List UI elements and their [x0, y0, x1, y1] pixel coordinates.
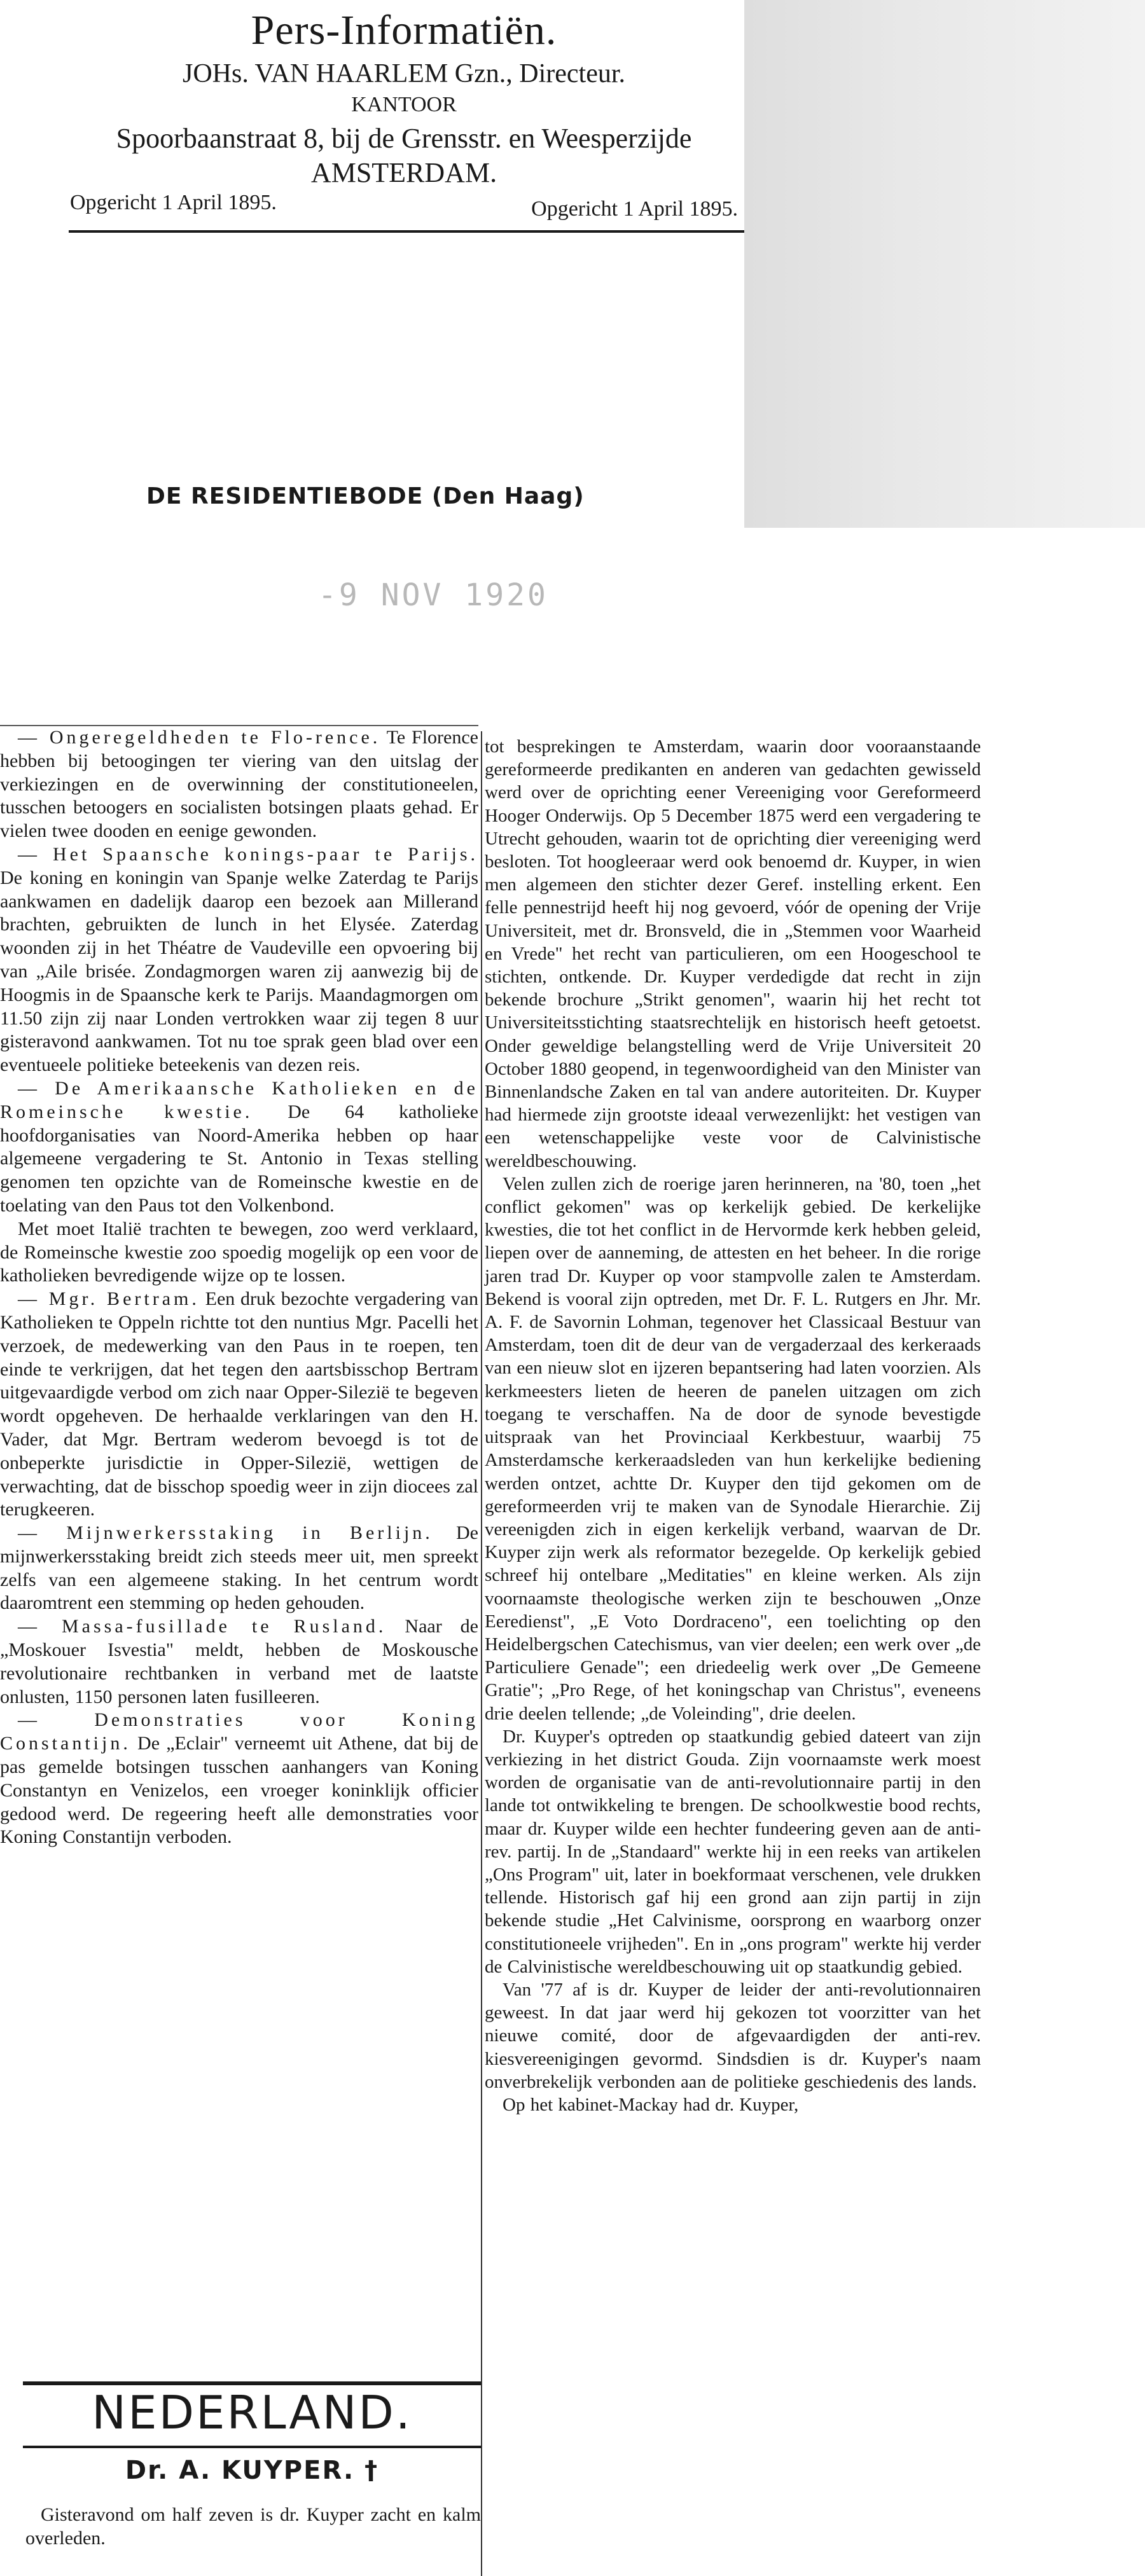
letterhead-city: AMSTERDAM.: [310, 157, 497, 188]
article-america: [0, 1077, 478, 1218]
letterhead-director: JOHs. VAN HAARLEM Gzn., Directeur.: [182, 59, 626, 88]
obituary-heading: Dr. A. KUYPER. †: [125, 2456, 379, 2485]
section-rule-top: [23, 2381, 481, 2385]
article-body: Naar de „Moskouer Isvestia" meldt, hebben de Moskousche revolutionaire rechtbanken in verband met de laatste onlusten, 1150 personen laten fusilleeren.: [0, 1616, 478, 1707]
letterhead-founded-right: Opgericht 1 April 1895.: [531, 197, 738, 221]
blank-margin: [992, 528, 1145, 2576]
left-column: [0, 726, 478, 1849]
article-spain: [0, 843, 478, 1077]
kuyper-paragraph: Velen zullen zich de roerige jaren herinneren, na '80, toen „het conflict gekomen" was op kerkelijk gebied. De kerkelijke kwesties, die tot het conflict in de Hervormde kerk hebben geleid, liepen over de aanneming, de attesten en het beheer. In die rorige jaren trad Dr. Kuyper op voor stampvolle zalen te Amsterdam. Bekend is vooral zijn optreden, met Dr. F. L. Rutgers en Jhr. Mr. A. F. de Savornin Lohman, tegenover het Classicaal Bestuur van Amsterdam, toen dit de deur van de vergaderzaal des kerkeraads van een nieuw slot en ijzeren bepantsering had laten voorzien. Als kerkmeesters lieten de heeren de panelen uitzagen om zich toegang te verschaffen. Na de door de synode bevestigde uitspraak van het Provinciaal Kerkbestuur, waarbij 75 Amsterdamsche kerkeraadsleden van hun kerkelijke bediening werden ontzet, achtte Dr. Kuyper den tijd gekomen om de gereformeerden vrij te maken van de Synodale Hierarchie. Zij vereenigden zich in eigen kerkelijk verband, waarvan de Dr. Kuyper zijn werk als reformator bezegelde. Op kerkelijk gebied schreef hij ontelbare „Meditaties" en kleine werken. Als zijn voornaamste theologische werken zijn te beschouwen „Onze Eeredienst", „E Voto Dordraceno", een toelichting op den Heidelbergschen Catechismus, van vier deelen; een werk over „de Particuliere Genade"; een driedeelig werk over „De Gemeene Gratie"; „Pro Rege, of het koningschap van Christus", eveneens drie deelen tellende; „de Voleinding", drie deelen.: [485, 1173, 981, 1724]
obituary-lead-text: Gisteravond om half zeven is dr. Kuyper zacht en kalm overleden.: [25, 2504, 481, 2549]
article-mine-strike: [0, 1522, 478, 1615]
newspaper-source: DE RESIDENTIEBODE (Den Haag): [146, 483, 585, 509]
article-heading: — Massa-fusillade te Rusland.: [18, 1616, 387, 1637]
article-body: De koning en koningin van Spanje welke Zaterdag te Parijs aankwamen en dadelijk daarop een bezoek aan Millerand brachten, gebruikten de lunch in het Elysée. Zaterdag woonden zij in het Théatre de Vaudeville een opvoering bij van „Aile brisée. Zondagmorgen waren zij aanwezig bij de Hoogmis in de Spaansche kerk te Parijs. Maandagmorgen om 11.50 zijn zij naar Londen vertrokken waar zij tegen 8 uur gisteravond aankwamen. Tot nu toe sprak geen blad over een eventueele politieke beteekenis van dezen reis.: [0, 867, 478, 1076]
article-america-cont: Met moet Italië trachten te bewegen, zoo werd verklaard, de Romeinsche kwestie zoo spoedig mogelijk op een voor de katholieken bevredigende wijze op te lossen.: [0, 1218, 478, 1286]
letterhead-address: Spoorbaanstraat 8, bij de Grensstr. en Weesperzijde: [116, 123, 692, 154]
article-heading: — Ongeregeldheden te Flo-rence.: [18, 727, 381, 748]
article-body: De 64 katholieke hoofdorganisaties van Noord-Amerika hebben op haar algemeene vergadering te St. Antonio in Texas stelling genomen ten opzichte van de Romeinsche kwestie en de toelating van den Paus tot den Volkenbond.: [0, 1101, 478, 1216]
right-column: [485, 735, 981, 2116]
letterhead-rule: [69, 230, 744, 233]
date-stamp: -9 NOV 1920: [318, 577, 548, 613]
column-divider: [481, 731, 482, 2576]
article-russia: [0, 1615, 478, 1709]
kuyper-paragraph: tot besprekingen te Amsterdam, waarin door vooraanstaande gereformeerde predikanten en anderen van gedachten gewisseld werd over de oprichting eener Vereeniging voor Gereformeerd Hooger Onderwijs. Op 5 December 1875 werd een vergadering te Utrecht gehouden, waarin tot de oprichting dier vereeniging werd besloten. Tot hoogleeraar werd ook benoemd dr. Kuyper, in wien men algemeen den stichter dezer Geref. instelling erkent. Een felle pennestrijd heeft hij nog gevoerd, vóór de opening der Vrije Universiteit, met dr. Bronsveld, die in „Stemmen voor Waarheid en Vrede" het recht van particulieren, om een Hoogeschool te stichten, ontkende. Dr. Kuyper verdedigde dat recht in zijn bekende brochure „Strikt genomen", waarin hij het recht tot Universiteitsstichting staatsrechtelijk en historisch heeft getoetst. Onder geweldige belangstelling werd de Vrije Universiteit 20 October 1880 geopend, in tegenwoordigheid van den Minister van Binnenlandsche Zaken en tal van andere autoriteiten. Dr. Kuyper had hiermede zijn grootste ideaal verwezenlijkt: het vestigen van een wetenschappelijke veste voor de Calvinistische wereldbeschouwing.: [485, 736, 981, 1171]
section-heading-nederland: NEDERLAND.: [92, 2386, 412, 2439]
article-constantine: [0, 1709, 478, 1849]
letterhead-kantoor: KANTOOR: [351, 93, 457, 116]
kuyper-paragraph: Op het kabinet-Mackay had dr. Kuyper,: [503, 2094, 799, 2115]
article-florence: [0, 726, 478, 843]
kuyper-paragraph: Van '77 af is dr. Kuyper de leider der anti-revolutionnairen geweest. In dat jaar werd hij gekozen tot voorzitter van het nieuwe comité, door de afgevaardigden der anti-rev. kiesvereenigingen gevormd. Sindsdien is dr. Kuyper's naam onverbrekelijk verbonden aan de politieke geschiedenis des lands.: [485, 1979, 981, 2092]
article-body: Te Florence hebben bij betoogingen ter viering van den uitslag der verkiezingen en de overwinning der constitutioneelen, tusschen betoogers en socialisten botsingen plaats gehad. Er vielen twee dooden en eenige gewonden.: [0, 727, 478, 842]
article-body: De „Eclair" verneemt uit Athene, dat bij de pas gemelde botsingen tusschen aanhangers van Koning Constantyn en Venizelos, een vroeger koninklijk officier gedood werd. De regeering heeft alle demonstraties voor Koning Constantijn verboden.: [0, 1733, 479, 1848]
scan-margin: [744, 0, 1145, 528]
letterhead-title: Pers-Informatiën.: [251, 7, 557, 53]
kuyper-paragraph: Dr. Kuyper's optreden op staatkundig gebied dateert van zijn verkiezing in het district Gouda. Zijn voornaamste werk moest worden de organisatie van de anti-revolutionnaire partij in den lande tot ontwikkeling te brengen. De schoolkwestie bood rechts, maar dr. Kuyper wilde een hechter fundeering geven aan de anti-rev. partij. In de „Standaard" werkte hij in een reeks van artikelen „Ons Program" uit, later in boekformaat verschenen, vele drukken tellende. Historisch gaf hij een grond aan zijn partij in zijn bekende studie „Het Calvinisme, oorsprong en waarborg onzer constitutioneele vrijheden". En in „ons program" werkte hij verder de Calvinistische wereldbeschouwing uit op staatkundig gebied.: [485, 1726, 981, 1977]
article-heading: — Mijnwerkersstaking in Berlijn.: [18, 1522, 433, 1544]
article-heading: — De Amerikaansche Katholieken en de Romeinsche kwestie.: [0, 1077, 478, 1122]
article-heading: — Demonstraties voor Koning Constantijn.: [0, 1709, 478, 1754]
article-body: De mijnwerkersstaking breidt zich steeds meer uit, men spreekt zelfs van een algemeene staking. In het centrum wordt daaromtrent een stemming op heden gehouden.: [0, 1522, 478, 1614]
obituary-lead: [25, 2503, 481, 2550]
section-rule-bottom: [23, 2446, 481, 2448]
letterhead-founded-left: Opgericht 1 April 1895.: [70, 191, 277, 214]
article-body: Een druk bezochte vergadering van Katholieken te Oppeln richtte tot den nuntius Mgr. Pacelli het verzoek, de medewerking van den Paus in te roepen, ten einde te verkrijgen, dat het tegen den aartsbisschop Bertram uitgevaardigde verbod om zich naar Opper-Silezië te begeven wordt opgeheven. De herhaalde verklaringen van den H. Vader, dat Mgr. Bertram wederom bevoegd is tot de onbeperkte jurisdictie in Opper-Silezië, wettigen de verwachting, dat de bisschop spoedig weer in zijn diocees zal terugkeeren.: [0, 1288, 479, 1520]
article-heading: — Het Spaansche konings-paar te Parijs.: [18, 843, 478, 865]
letterhead: [64, 6, 744, 242]
article-bertram: [0, 1288, 478, 1522]
article-heading: — Mgr. Bertram.: [18, 1288, 200, 1310]
